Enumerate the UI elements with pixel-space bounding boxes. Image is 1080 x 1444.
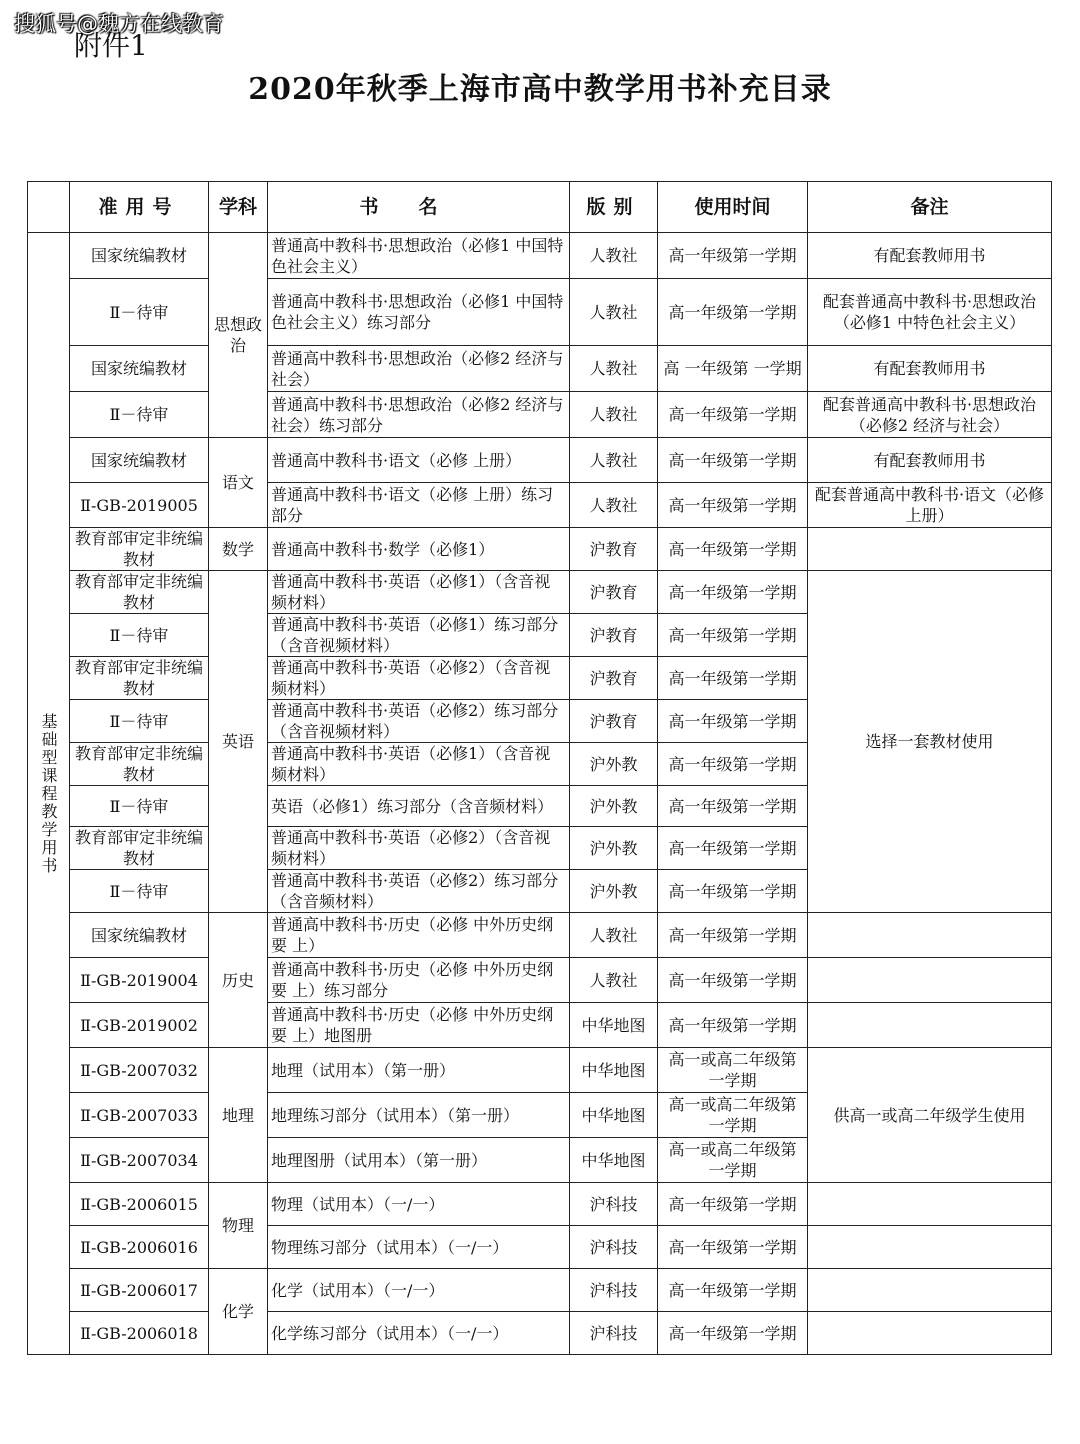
publisher-cell: 中华地图 xyxy=(570,1138,658,1183)
code-cell: Ⅱ-GB-2007032 xyxy=(70,1048,209,1093)
book-cell: 普通高中教科书·思想政治（必修2 经济与社会） xyxy=(268,346,570,392)
note-cell xyxy=(808,1003,1052,1048)
publisher-cell: 沪教育 xyxy=(570,571,658,614)
code-cell: 教育部审定非统编教材 xyxy=(70,827,209,870)
code-cell: Ⅱ－待审 xyxy=(70,786,209,827)
book-cell: 地理图册（试用本）（第一册） xyxy=(268,1138,570,1183)
time-cell: 高一年级第一学期 xyxy=(658,1226,808,1269)
subject-cell-chemistry: 化学 xyxy=(209,1269,268,1355)
book-cell: 普通高中教科书·数学（必修1） xyxy=(268,528,570,571)
catalog-table xyxy=(27,181,1052,1355)
code-cell: 国家统编教材 xyxy=(70,233,209,279)
note-cell: 有配套教师用书 xyxy=(808,438,1052,483)
header-publisher: 版别 xyxy=(570,182,658,233)
note-cell: 配套普通高中教科书·思想政治（必修1 中特色社会主义） xyxy=(808,279,1052,346)
code-cell: Ⅱ-GB-2006017 xyxy=(70,1269,209,1312)
table-row xyxy=(28,1312,1052,1355)
book-cell: 英语（必修1）练习部分（含音频材料） xyxy=(268,786,570,827)
book-cell: 物理（试用本）（一/一） xyxy=(268,1183,570,1226)
time-cell: 高一年级第一学期 xyxy=(658,279,808,346)
code-cell: Ⅱ-GB-2006016 xyxy=(70,1226,209,1269)
publisher-cell: 沪外教 xyxy=(570,786,658,827)
attachment-label: 附件1 xyxy=(74,29,148,62)
book-cell: 普通高中教科书·思想政治（必修1 中国特色社会主义）练习部分 xyxy=(268,279,570,346)
time-cell: 高一年级第一学期 xyxy=(658,657,808,700)
book-cell: 普通高中教科书·语文（必修 上册） xyxy=(268,438,570,483)
header-row xyxy=(28,182,1052,233)
time-cell: 高一年级第一学期 xyxy=(658,870,808,913)
note-cell: 有配套教师用书 xyxy=(808,346,1052,392)
book-cell: 普通高中教科书·思想政治（必修2 经济与社会）练习部分 xyxy=(268,392,570,438)
publisher-cell: 沪科技 xyxy=(570,1183,658,1226)
note-cell-english-group: 选择一套教材使用 xyxy=(808,571,1052,913)
table-row xyxy=(28,1003,1052,1048)
time-cell: 高一或高二年级第一学期 xyxy=(658,1093,808,1138)
time-cell: 高一年级第一学期 xyxy=(658,614,808,657)
note-cell xyxy=(808,1269,1052,1312)
page-title: 2020年秋季上海市高中教学用书补充目录 xyxy=(248,72,832,107)
code-cell: Ⅱ-GB-2019002 xyxy=(70,1003,209,1048)
table-row xyxy=(28,913,1052,958)
code-cell: 教育部审定非统编教材 xyxy=(70,657,209,700)
table-row xyxy=(28,483,1052,528)
publisher-cell: 沪教育 xyxy=(570,657,658,700)
note-cell: 有配套教师用书 xyxy=(808,233,1052,279)
note-cell xyxy=(808,958,1052,1003)
subject-cell-physics: 物理 xyxy=(209,1183,268,1269)
header-time: 使用时间 xyxy=(658,182,808,233)
time-cell: 高一年级第一学期 xyxy=(658,913,808,958)
code-cell: Ⅱ-GB-2006015 xyxy=(70,1183,209,1226)
code-cell: Ⅱ－待审 xyxy=(70,614,209,657)
code-cell: Ⅱ-GB-2019005 xyxy=(70,483,209,528)
publisher-cell: 中华地图 xyxy=(570,1048,658,1093)
time-cell: 高一年级第一学期 xyxy=(658,1003,808,1048)
time-cell: 高一年级第一学期 xyxy=(658,743,808,786)
time-cell: 高一年级第一学期 xyxy=(658,700,808,743)
subject-cell-history: 历史 xyxy=(209,913,268,1048)
publisher-cell: 沪科技 xyxy=(570,1226,658,1269)
subject-cell-math: 数学 xyxy=(209,528,268,571)
book-cell: 普通高中教科书·思想政治（必修1 中国特色社会主义） xyxy=(268,233,570,279)
time-cell: 高一年级第一学期 xyxy=(658,958,808,1003)
category-cell: 基础型课程教学用书 xyxy=(28,233,70,1355)
publisher-cell: 人教社 xyxy=(570,483,658,528)
publisher-cell: 沪教育 xyxy=(570,528,658,571)
note-cell xyxy=(808,528,1052,571)
code-cell: 教育部审定非统编教材 xyxy=(70,743,209,786)
book-cell: 普通高中教科书·英语（必修2）练习部分（含音频材料） xyxy=(268,870,570,913)
time-cell: 高一年级第一学期 xyxy=(658,438,808,483)
table-row xyxy=(28,233,1052,279)
book-cell: 地理练习部分（试用本）（第一册） xyxy=(268,1093,570,1138)
publisher-cell: 沪外教 xyxy=(570,870,658,913)
note-cell-geography-group: 供高一或高二年级学生使用 xyxy=(808,1048,1052,1183)
book-cell: 普通高中教科书·英语（必修2）练习部分（含音视频材料） xyxy=(268,700,570,743)
publisher-cell: 沪外教 xyxy=(570,743,658,786)
book-cell: 普通高中教科书·英语（必修2）（含音视频材料） xyxy=(268,827,570,870)
publisher-cell: 沪教育 xyxy=(570,614,658,657)
subject-cell-english: 英语 xyxy=(209,571,268,913)
header-book: 书名 xyxy=(268,182,570,233)
table-row xyxy=(28,438,1052,483)
time-cell: 高一年级第一学期 xyxy=(658,1183,808,1226)
header-code: 准用号 xyxy=(70,182,209,233)
book-cell: 普通高中教科书·英语（必修1）练习部分（含音视频材料） xyxy=(268,614,570,657)
note-cell: 配套普通高中教科书·语文（必修 上册） xyxy=(808,483,1052,528)
code-cell: 教育部审定非统编教材 xyxy=(70,528,209,571)
table-row xyxy=(28,392,1052,438)
time-cell: 高一年级第一学期 xyxy=(658,571,808,614)
header-category xyxy=(28,182,70,233)
time-cell: 高一年级第一学期 xyxy=(658,233,808,279)
book-cell: 化学（试用本）（一/一） xyxy=(268,1269,570,1312)
publisher-cell: 沪外教 xyxy=(570,827,658,870)
table-row xyxy=(28,571,1052,614)
time-cell: 高一年级第一学期 xyxy=(658,1269,808,1312)
code-cell: Ⅱ-GB-2006018 xyxy=(70,1312,209,1355)
time-cell: 高一年级第一学期 xyxy=(658,483,808,528)
time-cell: 高一年级第一学期 xyxy=(658,827,808,870)
code-cell: Ⅱ－待审 xyxy=(70,700,209,743)
code-cell: Ⅱ－待审 xyxy=(70,392,209,438)
book-cell: 普通高中教科书·历史（必修 中外历史纲要 上） xyxy=(268,913,570,958)
watermark: 搜狐号@魏方在线教育 xyxy=(14,12,224,36)
subject-cell-chinese: 语文 xyxy=(209,438,268,528)
publisher-cell: 人教社 xyxy=(570,958,658,1003)
book-cell: 普通高中教科书·历史（必修 中外历史纲要 上）练习部分 xyxy=(268,958,570,1003)
publisher-cell: 中华地图 xyxy=(570,1093,658,1138)
note-cell xyxy=(808,1312,1052,1355)
publisher-cell: 人教社 xyxy=(570,233,658,279)
note-cell xyxy=(808,1183,1052,1226)
publisher-cell: 沪科技 xyxy=(570,1269,658,1312)
book-cell: 普通高中教科书·英语（必修1）（含音视频材料） xyxy=(268,571,570,614)
publisher-cell: 中华地图 xyxy=(570,1003,658,1048)
time-cell: 高 一年级第 一学期 xyxy=(658,346,808,392)
book-cell: 普通高中教科书·历史（必修 中外历史纲要 上）地图册 xyxy=(268,1003,570,1048)
book-cell: 物理练习部分（试用本）（一/一） xyxy=(268,1226,570,1269)
time-cell: 高一年级第一学期 xyxy=(658,1312,808,1355)
code-cell: Ⅱ－待审 xyxy=(70,870,209,913)
code-cell: 教育部审定非统编教材 xyxy=(70,571,209,614)
note-cell xyxy=(808,913,1052,958)
table-row xyxy=(28,279,1052,346)
note-cell xyxy=(808,1226,1052,1269)
publisher-cell: 人教社 xyxy=(570,913,658,958)
header-subject: 学科 xyxy=(209,182,268,233)
publisher-cell: 人教社 xyxy=(570,279,658,346)
table-row xyxy=(28,346,1052,392)
code-cell: Ⅱ-GB-2019004 xyxy=(70,958,209,1003)
code-cell: 国家统编教材 xyxy=(70,438,209,483)
table-row xyxy=(28,1269,1052,1312)
note-cell: 配套普通高中教科书·思想政治（必修2 经济与社会） xyxy=(808,392,1052,438)
table-row xyxy=(28,958,1052,1003)
book-cell: 普通高中教科书·英语（必修1）（含音视频材料） xyxy=(268,743,570,786)
publisher-cell: 人教社 xyxy=(570,346,658,392)
time-cell: 高一年级第一学期 xyxy=(658,392,808,438)
header-note: 备注 xyxy=(808,182,1052,233)
time-cell: 高一或高二年级第一学期 xyxy=(658,1138,808,1183)
time-cell: 高一年级第一学期 xyxy=(658,528,808,571)
code-cell: Ⅱ-GB-2007033 xyxy=(70,1093,209,1138)
table-row xyxy=(28,1048,1052,1093)
code-cell: 国家统编教材 xyxy=(70,346,209,392)
subject-cell-politics: 思想政治 xyxy=(209,233,268,438)
code-cell: 国家统编教材 xyxy=(70,913,209,958)
time-cell: 高一年级第一学期 xyxy=(658,786,808,827)
book-cell: 普通高中教科书·英语（必修2）（含音视频材料） xyxy=(268,657,570,700)
publisher-cell: 人教社 xyxy=(570,438,658,483)
publisher-cell: 沪教育 xyxy=(570,700,658,743)
publisher-cell: 人教社 xyxy=(570,392,658,438)
book-cell: 普通高中教科书·语文（必修 上册）练习部分 xyxy=(268,483,570,528)
code-cell: Ⅱ-GB-2007034 xyxy=(70,1138,209,1183)
table-row xyxy=(28,528,1052,571)
book-cell: 地理（试用本）（第一册） xyxy=(268,1048,570,1093)
table-row xyxy=(28,1226,1052,1269)
code-cell: Ⅱ－待审 xyxy=(70,279,209,346)
time-cell: 高一或高二年级第一学期 xyxy=(658,1048,808,1093)
book-cell: 化学练习部分（试用本）（一/一） xyxy=(268,1312,570,1355)
subject-cell-geography: 地理 xyxy=(209,1048,268,1183)
publisher-cell: 沪科技 xyxy=(570,1312,658,1355)
table-row xyxy=(28,1183,1052,1226)
